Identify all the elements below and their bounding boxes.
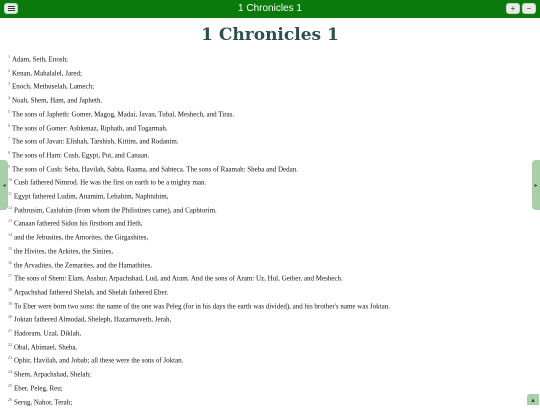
verse-number: 24 — [8, 369, 12, 375]
verse-number: 5 — [8, 108, 10, 114]
verse-line — [8, 283, 523, 296]
verse-number: 21 — [8, 328, 12, 333]
verse-number: 13 — [8, 218, 12, 224]
verse-text: The sons of Ham: Cush, Egypt, Put, and Canaan. — [12, 151, 150, 160]
verse-line — [8, 338, 523, 351]
verse-line — [8, 50, 523, 63]
verse-line — [8, 160, 523, 173]
verse-text: Serug, Nahor, Terah; — [14, 397, 73, 406]
verse-text: The sons of Javan: Elishah, Tarshish, Kittim, and Rodanim. — [12, 137, 179, 146]
verse-text: Arpachshad fathered Shelah, and Shelah fathered Eber. — [14, 288, 169, 297]
verse-number: 7 — [8, 136, 10, 142]
verse-text: The sons of Gomer: Ashkenaz, Riphath, and Togarmah. — [12, 123, 168, 132]
verse-text: the Arvadites, the Zemarites, and the Hamathites. — [14, 260, 153, 269]
verse-line — [8, 351, 523, 364]
verse-number: 25 — [8, 382, 12, 388]
verse-number: 26 — [8, 396, 12, 402]
title-bar — [0, 0, 540, 18]
verse-text: Egypt fathered Ludim, Anamim, Lehabim, Naphtuhim, — [13, 192, 169, 201]
verse-number: 23 — [8, 355, 12, 361]
verse-number: 12 — [8, 204, 12, 210]
verse-number: 1 — [8, 54, 10, 59]
verse-number: 8 — [8, 149, 10, 155]
verse-text: The sons of Cush: Seba, Havilah, Sabta, Raama, and Sabteca. The sons of Raamah: Sheba and Dedan. — [12, 164, 299, 173]
verse-line — [8, 64, 523, 77]
verse-line — [8, 132, 523, 145]
verse-number: 3 — [8, 81, 10, 87]
verse-number: 17 — [8, 273, 12, 279]
verse-line — [8, 214, 523, 227]
verse-text: The sons of Japheth: Gomer, Magog, Madai, Javan, Tubal, Meshech, and Tiras. — [12, 110, 235, 119]
verse-number: 19 — [8, 300, 12, 306]
verse-line — [8, 105, 523, 118]
verse-line — [8, 77, 523, 90]
verse-number: 4 — [8, 95, 10, 101]
verse-number: 22 — [8, 341, 12, 347]
verse-line — [8, 256, 523, 269]
verse-line — [8, 365, 523, 378]
chevron-up-icon: ▴ — [531, 395, 535, 404]
verse-number: 16 — [8, 259, 12, 265]
verse-line — [8, 146, 523, 159]
verse-line — [8, 242, 523, 255]
verse-number: 10 — [8, 177, 12, 183]
chapter-heading: 1 Chronicles 1 — [201, 25, 339, 45]
verse-line — [8, 119, 523, 132]
verse-number: 18 — [8, 286, 12, 292]
previous-chapter-tab[interactable] — [0, 160, 8, 210]
verse-text: Shem, Arpachshad, Shelah; — [14, 370, 91, 379]
verse-number: 2 — [8, 67, 10, 73]
verse-number: 14 — [8, 232, 12, 238]
zoom-out-button[interactable]: − — [522, 3, 536, 14]
verse-text: Ophir, Havilah, and Jobab; all these were the sons of Joktan. — [14, 356, 184, 365]
verse-number: 15 — [8, 245, 12, 251]
verse-text: Eber, Peleg, Reu; — [14, 384, 63, 393]
verse-line — [8, 324, 523, 337]
scroll-to-top-button[interactable] — [527, 394, 539, 405]
verse-text: Canaan fathered Sidon his firstborn and Heth, — [14, 219, 143, 228]
verse-text: Hadoram, Uzal, Diklah, — [14, 329, 82, 338]
verse-text: and the Jebusites, the Amorites, the Girgashites, — [14, 233, 149, 242]
verse-text: Obal, Abimael, Sheba, — [14, 343, 78, 352]
verse-text: To Eber were born two sons: the name of the one was Peleg (for in his days the earth was divided), and his brother's name was Joktan. — [14, 301, 390, 310]
verse-line — [8, 187, 523, 200]
verse-number: 9 — [8, 163, 10, 169]
verse-text: the Hivites, the Arkites, the Sinites, — [14, 247, 114, 256]
verse-number: 6 — [8, 122, 10, 128]
verse-text: The sons of Shem: Elam, Asshur, Arpachshad, Lud, and Aram. And the sons of Aram: Uz, Hul, Gether, and Meshech. — [14, 274, 343, 283]
window-title: 1 Chronicles 1 — [238, 3, 302, 14]
verse-text: Adam, Seth, Enosh; — [12, 55, 68, 64]
verse-line — [8, 91, 523, 104]
verse-number: 20 — [8, 314, 12, 320]
verse-text: Kenan, Mahalalel, Jared; — [12, 69, 82, 78]
zoom-in-button[interactable]: + — [506, 3, 520, 14]
verse-line — [8, 201, 523, 214]
verse-line — [8, 393, 523, 406]
verse-line — [8, 297, 523, 310]
verse-line — [8, 228, 523, 241]
verse-line — [8, 310, 523, 323]
verse-line — [8, 173, 523, 186]
verse-text: Cush fathered Nimrod. He was the first on earth to be a mighty man. — [14, 178, 207, 187]
chevron-left-icon: ◂ — [2, 182, 6, 189]
verse-text: Pathrusim, Casluhim (from whom the Philistines came), and Caphtorim. — [14, 206, 217, 215]
verse-text: Joktan fathered Almodad, Sheleph, Hazarmaveth, Jerah, — [14, 315, 172, 324]
next-chapter-tab[interactable] — [532, 160, 540, 210]
verse-number: 11 — [8, 191, 12, 196]
verse-line — [8, 269, 523, 282]
verse-text: Noah, Shem, Ham, and Japheth. — [12, 96, 103, 105]
verse-text: Enoch, Methuselah, Lamech; — [12, 82, 95, 91]
chevron-right-icon: ▸ — [534, 182, 538, 189]
verse-line — [8, 379, 523, 392]
